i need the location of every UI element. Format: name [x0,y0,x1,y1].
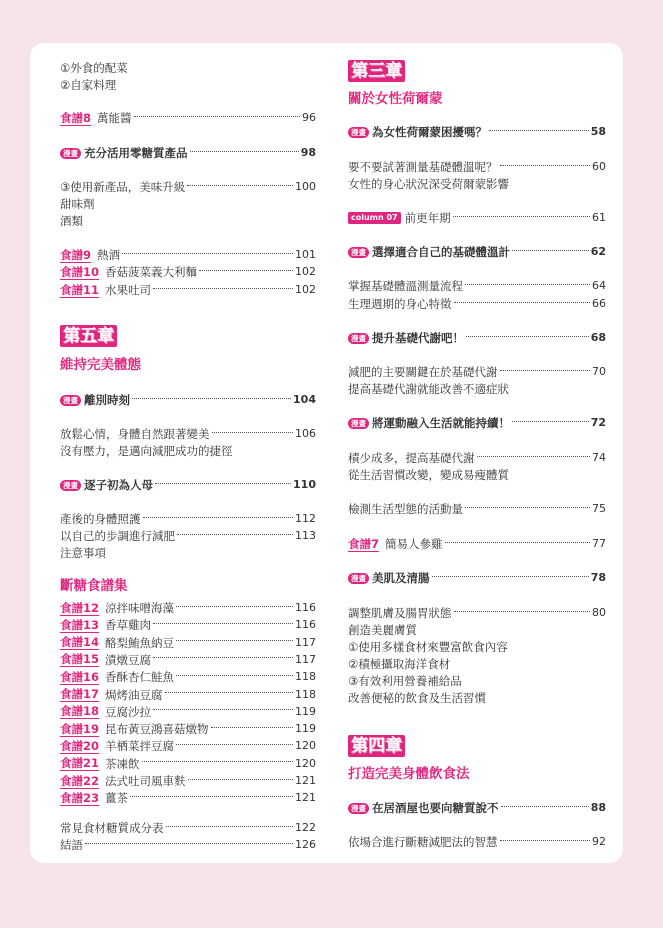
recipe-tag: 食譜9 [60,247,92,262]
chapter-title-4: 打造完美身體飲食法 [348,766,470,782]
toc-manga-entry[interactable] [348,415,606,431]
entry-title: 充分活用零糖質產品 [84,146,188,160]
toc-manga-entry[interactable] [60,477,316,493]
toc-subitem: 創造美麗膚質 [348,623,417,637]
dot-leader [176,744,293,745]
dot-leader [153,623,293,624]
entry-title: ③使用新產品，美味升級 [60,180,186,194]
page-number: 121 [295,791,316,805]
toc-subitem: 提高基礎代謝就能改善不適症狀 [348,382,509,396]
toc-subitem: 從生活習慣改變，變成易瘦體質 [348,468,509,482]
toc-entry[interactable] [348,364,606,380]
entry-title: 產後的身體照護 [60,512,141,526]
chapter-label-5: 第五章 [60,325,117,347]
entry-title: 前更年期 [404,211,451,225]
page-number: 60 [592,160,606,173]
recipe-tag: 食譜15 [60,652,100,667]
page-number: 92 [592,835,606,848]
toc-manga-entry[interactable] [348,124,606,140]
dot-leader [134,116,300,117]
toc-subitem: ①使用多樣食材來豐富飲食內容 [348,640,508,654]
page-number: 120 [295,756,316,770]
toc-recipe-entry[interactable] [60,600,316,616]
page-number: 102 [295,265,316,278]
toc-manga-entry[interactable] [348,244,606,260]
dot-leader [85,843,293,844]
chapter-label-3: 第三章 [348,60,405,82]
entry-title: 提升基礎代謝吧！ [372,331,464,345]
page-number: 88 [590,801,606,814]
dot-leader [153,709,293,710]
page-number: 96 [302,111,316,124]
dot-leader [512,250,589,251]
dot-leader [153,657,293,658]
toc-entry[interactable] [60,179,316,195]
page-number: 117 [295,635,316,649]
page-number: 98 [300,146,316,159]
page-number: 116 [295,601,316,614]
dot-leader [165,692,293,693]
toc-manga-entry[interactable] [348,570,606,586]
entry-title: 薑茶 [105,791,129,806]
entry-title: 昆布黃豆鴻喜菇燉物 [105,722,209,737]
dot-leader [142,761,293,762]
page-number: 104 [293,393,316,406]
manga-badge: 漫畫 [348,333,369,344]
entry-title: 離別時刻 [84,393,130,407]
dot-leader [130,796,293,797]
page-number: 118 [295,687,316,701]
dot-leader [489,130,589,131]
manga-badge: 漫畫 [60,148,81,159]
toc-subitem: 改善便秘的飲食及生活習慣 [348,691,486,705]
dot-leader [176,640,293,641]
recipe-tag: 食譜18 [60,704,100,719]
toc-recipe-entry[interactable] [60,110,316,126]
entry-title: 茶凍飲 [105,756,140,771]
toc-entry[interactable] [348,834,606,850]
toc-item: ①外食的配菜 [60,61,128,75]
page-number: 112 [295,512,316,525]
dot-leader [512,421,589,422]
dot-leader [500,370,591,371]
entry-title: 常見食材糖質成分表 [60,821,164,835]
toc-entry[interactable] [348,296,606,312]
toc-recipe-entry[interactable] [60,721,316,737]
page-number: 121 [295,774,316,787]
manga-badge: 漫畫 [348,573,369,584]
toc-entry[interactable] [60,511,316,527]
page-number: 62 [590,245,606,258]
recipe-tag: 食譜19 [60,721,100,736]
toc-entry[interactable] [348,278,606,294]
dot-leader [122,253,293,254]
dot-leader [212,432,294,433]
entry-title: 羊栖菜拌豆腐 [105,739,175,754]
page-number: 77 [592,537,606,550]
entry-title: 掌握基礎體溫測量流程 [348,279,463,293]
entry-title: 放鬆心情，身體自然跟著變美 [60,427,210,441]
toc-entry[interactable] [60,820,316,836]
toc-recipe-entry[interactable] [60,264,316,280]
dot-leader [454,302,591,303]
entry-title: 香草雞肉 [105,618,152,633]
entry-title: 焗烤油豆腐 [105,687,163,702]
chapter-label-4: 第四章 [348,735,405,757]
recipe-tag: 食譜13 [60,617,100,632]
page-number: 75 [592,502,606,515]
page-number: 70 [592,365,606,378]
toc-recipe-entry[interactable] [60,669,316,685]
toc-subitem: ②積極攝取海洋食材 [348,657,451,671]
entry-title: 美肌及清腸 [372,571,430,585]
page-number: 118 [295,670,316,684]
toc-recipe-entry[interactable] [60,617,316,633]
toc-column-entry[interactable] [348,210,606,226]
entry-title: 萬能醬 [97,111,132,125]
toc-recipe-entry[interactable] [60,756,316,772]
dot-leader [500,840,591,841]
entry-title: 結語 [60,838,83,852]
dot-leader [477,456,591,457]
toc-recipe-entry[interactable] [60,247,316,263]
dot-leader [465,507,590,508]
page-number: 72 [590,416,606,429]
entry-title: 豆腐沙拉 [105,704,152,719]
dot-leader [176,675,293,676]
toc-subitem: 注意事項 [60,546,106,560]
toc-subitem: 沒有壓力，是邁向減肥成功的捷徑 [60,444,233,458]
entry-title: 要不要試著測量基礎體溫呢？ [348,160,498,174]
page-number: 64 [592,279,606,292]
toc-entry[interactable] [348,159,606,175]
toc-entry[interactable] [348,501,606,517]
dot-leader [211,727,293,728]
manga-badge: 漫畫 [348,803,369,814]
toc-recipe-entry[interactable] [60,704,316,720]
page-number: 116 [295,618,316,632]
dot-leader [143,517,294,518]
toc-recipe-entry[interactable] [60,773,316,789]
dot-leader [188,779,293,780]
entry-title: 酪梨鮪魚納豆 [105,635,175,650]
toc-recipe-entry[interactable] [60,635,316,651]
dot-leader [454,611,591,612]
recipe-tag: 食譜16 [60,669,100,684]
toc-subitem: ③有效利用營養補給品 [348,674,462,688]
page-number: 78 [590,571,606,584]
page-number: 106 [295,427,316,440]
toc-recipe-entry[interactable] [348,536,606,552]
dot-leader [453,216,590,217]
entry-title: 依場合進行斷糖減肥法的智慧 [348,835,498,849]
page-number: 58 [590,125,606,138]
entry-title: 積少成多，提高基礎代謝 [348,451,475,465]
toc-recipe-entry[interactable] [60,687,316,703]
toc-page [30,43,623,863]
page-number: 113 [295,529,316,542]
recipe-tag: 食譜20 [60,738,100,753]
entry-title: 法式吐司風車麩 [105,774,186,788]
entry-title: 漬燉豆腐 [105,652,152,667]
recipe-tag: 食譜17 [60,687,100,701]
recipe-tag: 食譜8 [60,110,92,125]
toc-entry[interactable] [60,528,316,544]
entry-title: 減肥的主要關鍵在於基礎代謝 [348,365,498,379]
dot-leader [432,576,589,577]
dot-leader [501,806,589,807]
section-title-sugar-free-recipes: 斷糖食譜集 [60,578,128,594]
recipe-tag: 食譜14 [60,635,100,650]
page-number: 100 [295,180,316,193]
toc-recipe-entry[interactable] [60,790,316,806]
toc-entry[interactable] [348,605,606,621]
recipe-tag: 食譜22 [60,773,100,788]
toc-subitem: 甜味劑 [60,197,95,211]
page-number: 80 [592,606,606,619]
recipe-tag: 食譜11 [60,282,100,297]
page-number: 120 [295,739,316,753]
entry-title: 水果吐司 [105,283,152,297]
page-number: 119 [295,722,316,736]
page-number: 110 [293,478,316,491]
recipe-tag: 食譜12 [60,600,100,615]
toc-recipe-entry[interactable] [60,652,316,668]
dot-leader [500,165,591,166]
toc-subitem: 女性的身心狀況深受荷爾蒙影響 [348,177,509,191]
recipe-tag: 食譜21 [60,756,100,771]
recipe-tag: 食譜7 [348,536,380,551]
dot-leader [445,542,590,543]
entry-title: 為女性荷爾蒙困擾嗎？ [372,125,487,139]
manga-badge: 漫畫 [348,127,369,138]
page-number: 119 [295,704,316,718]
page-number: 117 [295,652,316,666]
page-number: 126 [295,838,316,851]
entry-title: 將運動融入生活就能持續！ [372,416,510,430]
toc-entry[interactable] [60,426,316,442]
chapter-title-3: 關於女性荷爾蒙 [348,91,443,107]
toc-manga-entry[interactable] [348,330,606,346]
entry-title: 香酥杏仁鮭魚 [105,670,175,685]
manga-badge: 漫畫 [348,247,369,258]
dot-leader [166,826,294,827]
page-number: 102 [295,283,316,296]
dot-leader [199,270,293,271]
dot-leader [466,336,589,337]
manga-badge: 漫畫 [348,418,369,429]
recipe-tag: 食譜10 [60,264,100,279]
manga-badge: 漫畫 [60,395,81,406]
dot-leader [153,288,293,289]
entry-title: 調整肌膚及腸胃狀態 [348,606,452,620]
manga-badge: 漫畫 [60,480,81,491]
entry-title: 在居酒屋也要向糖質說不 [372,801,499,815]
entry-title: 以自己的步調進行減肥 [60,529,175,543]
toc-manga-entry[interactable] [60,145,316,161]
page-number: 61 [592,211,606,224]
dot-leader [177,534,293,535]
toc-entry[interactable] [60,837,316,853]
dot-leader [187,185,293,186]
column-badge: column 07 [348,212,401,224]
page-number: 66 [592,297,606,310]
dot-leader [155,483,291,484]
toc-subitem: 酒類 [60,214,83,228]
page-number: 74 [592,451,606,464]
entry-title: 檢測生活型態的活動量 [348,502,463,516]
toc-recipe-entry[interactable] [60,282,316,298]
toc-manga-entry[interactable] [60,392,316,408]
page-number: 101 [295,248,316,261]
chapter-title-5: 維持完美體態 [60,357,141,373]
entry-title: 逐子初為人母 [84,478,153,492]
entry-title: 生理週期的身心特徵 [348,297,452,311]
page-number: 68 [590,331,606,344]
dot-leader [132,398,291,399]
dot-leader [190,151,299,152]
recipe-tag: 食譜23 [60,790,100,805]
entry-title: 香菇菠菜義大利麵 [105,265,198,279]
toc-entry[interactable] [348,450,606,466]
page-number: 122 [295,821,316,834]
dot-leader [465,284,590,285]
toc-item: ②自家料理 [60,78,117,92]
entry-title: 熱酒 [97,248,121,262]
entry-title: 選擇適合自己的基礎體溫計 [372,245,510,259]
toc-manga-entry[interactable] [348,800,606,816]
entry-title: 簡易人參雞 [385,537,443,551]
dot-leader [176,606,293,607]
entry-title: 涼拌味噌海藻 [105,601,175,615]
toc-recipe-entry[interactable] [60,738,316,754]
